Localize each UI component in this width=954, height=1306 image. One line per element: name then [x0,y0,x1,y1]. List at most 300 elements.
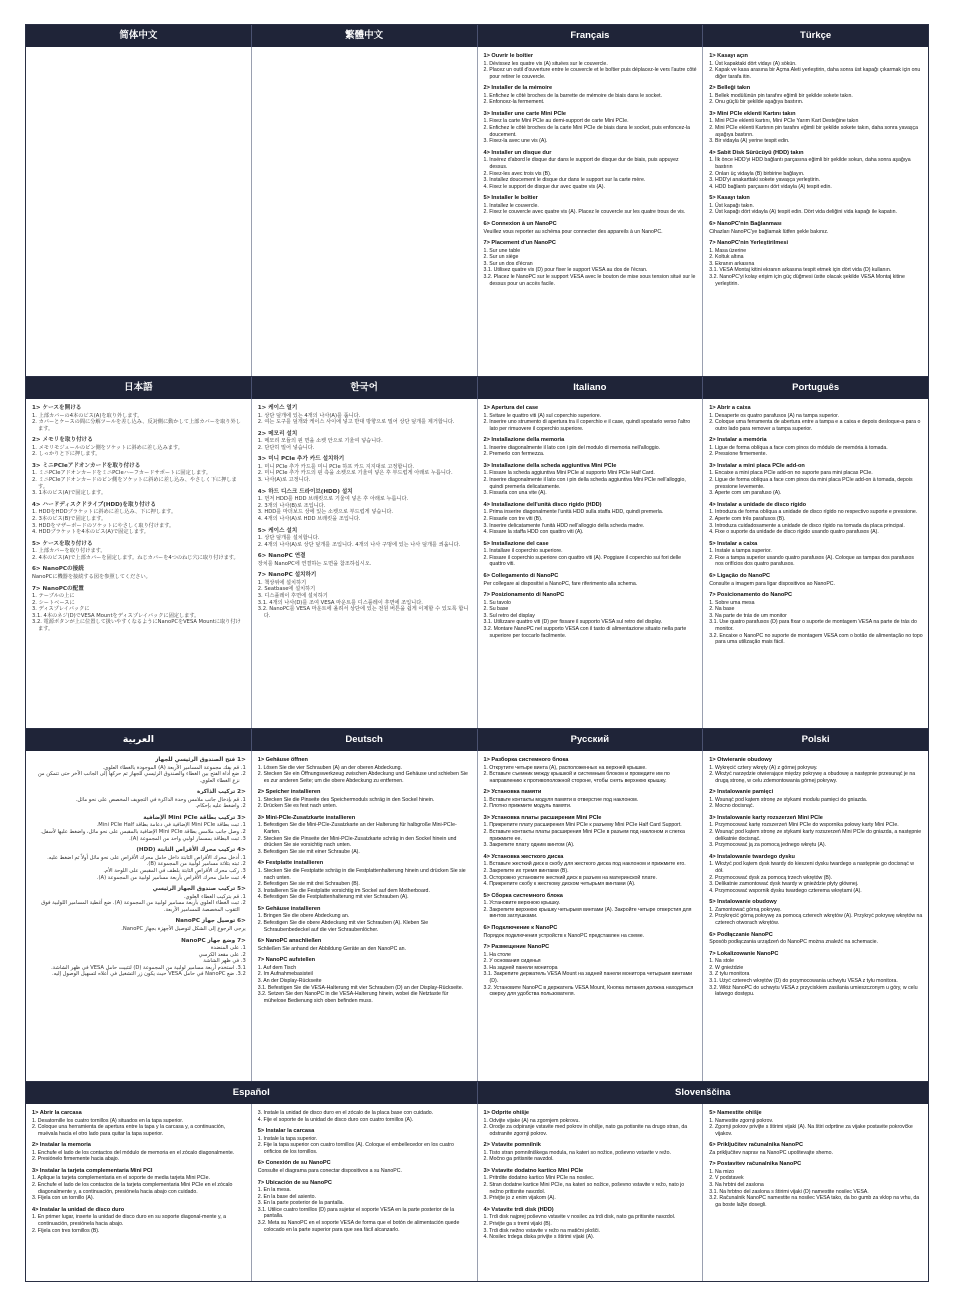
step-title: 3> Installazione della scheda aggiuntiva Mini PCIe [483,462,617,469]
step-title: 3> Установка платы расширения Mini PCIe [483,814,602,821]
step-title: <5 تركيب صندوق الجهاز الرئيسي [152,886,246,893]
step-title: 1> Ouvrir le boîtier [483,53,534,59]
step-line: 1. Sur une table [483,247,521,254]
step-title: 1> Разборка системного блока [483,757,569,763]
instruction-step [709,240,923,287]
instruction-step [32,886,246,913]
instruction-step [258,860,472,900]
step-line: 1. 상단 덮개에 있는 4개의 나사(A)를 풉니다. [257,412,361,419]
instruction-step [32,918,246,932]
step-line: 1. En la mesa. [257,1187,291,1194]
step-title: 3> Instalowanie karty rozszerzeń Mini PCIe [709,814,823,821]
step-line: 2. Przykręcić górną pokrywę za pomocą czterech wkrętów (A). Przykryć pokrywę wkrętów na czterech otworach wkrętów. [709,913,923,926]
step-title: 3> Instalar a mini placa PCIe add-on [709,462,805,469]
step-title: 4> Instalowanie twardego dysku [709,853,795,860]
instruction-step [709,53,923,80]
step-line: 2. 여는 도구를 덮개와 케이스 사이에 넣고 반대 방향으로 밀어 상단 덮개를 제거합니다. [257,419,455,426]
instruction-column [703,399,928,728]
step-line: 3.1. استخدم أربعة مسامير لولبية من المجموعة (D) لتثبيت حامل VESA في ظهر الشاشة. [51,964,246,971]
instruction-step [32,541,246,562]
step-title: 2> Installazione della memoria [483,437,565,444]
step-line: 1. Svitare le quattro viti (A) sul coperchio superiore. [483,412,602,419]
step-line: 2. Закрепите их тремя винтами (B). [483,867,569,874]
step-line: 3. 디스플레이 후면에 설치하기 [257,593,328,599]
instruction-step [484,195,698,216]
step-line: 1. Enchufe el lado de los contactos del módulo de memoria en el zócalo diagonalmente. [32,1149,235,1156]
language-header: 简体中文 [26,25,252,47]
band-columns [26,751,928,1081]
instruction-step [484,925,698,939]
step-line: 3. 나사(A)로 고정니다. [257,477,311,484]
step-line: 1. Inserire diagonalmente il lato con i pin del modulo di memoria nell'alloggio. [483,444,661,451]
step-line: 2. Coloque una herramienta de apertura entre la tapa y la carcasa y, a continuación, muévala hacia el otro lado para quitar la tapa superior. [32,1124,226,1137]
step-line: 2. En la base del asiento. [257,1193,317,1200]
language-header: 한국어 [252,377,478,399]
instruction-step [709,789,923,810]
step-line: 1. أدخل محرك الأقراص الثابتة داخل حامل محرك الأقراص على نحو مائل أولاً ثم اضغط عليه. [47,854,246,861]
instruction-column [26,1104,252,1281]
step-title: 5> Instalowanie obudowy [709,899,777,906]
step-line: 1. Zamontować górną pokrywę. [709,906,782,913]
step-title: 6> Подключение к NanoPC [483,925,558,931]
step-line: Sposób podłączania urządzeń do NanoPC można znaleźć na schemacie. [709,939,878,946]
step-line: 1. Открутите четыре винта (A), расположенных на верхней крышке. [483,764,647,771]
language-band [26,376,928,728]
step-line: 1. ミニPCIeアドオンカードをミニPCIeハーフカードサポートに固定します。 [32,470,212,477]
step-line: 3.2. Placez le NanoPC sur le support VESA avec le bouton de mise sous tension situé sur le dessus pour un accès facile. [483,273,696,287]
step-line: 2. 4개의 나사(A)로 상단 덮개를 조입니다. 4개의 나사 구멍에 있는 나사 덮개를 씌웁니다. [257,541,461,548]
step-title: <3 تركيب بطاقة Mini PCIe الإضافية [143,814,246,821]
step-line: 1. 上部カバーの4本のビス(A)を取り外します。 [32,412,143,419]
step-line: 2. Befestigen Sie die obere Abdeckung mit vier Schrauben (A). Kleben Sie Schraubenbedeckel auf die vier Schraubenlöcher. [257,920,429,933]
step-title: 3> Mini PCIe eklenti Kartını takın [709,110,796,117]
step-line: 2. Wsunąć pod kątem stronę ze stykami karty rozszerzeń Mini PCIe do gniazda, a następnie delikatnie docisnąć. [709,829,922,842]
step-line: 3.2. 電源ボタンが上に位置して扱いやすくなるようにNanoPCをVESA Mountに取り付けます。 [32,619,241,632]
instruction-column [478,399,704,728]
step-title: 1> ケースを開ける [32,405,82,411]
step-line: 2. Fije la tapa superior con cuatro tornillos (A). Coloque el embellecedor en los cuatro orificios de los tornillos. [257,1142,454,1155]
language-header: Italiano [478,377,704,399]
step-line: 2. Su base [483,606,509,613]
step-line: 1. Włożyć pod kątem dysk twardy do kieszeni dysku twardego a następnie go docisnąć w dół. [709,861,914,874]
step-title: 2> Vstavite pomnilnik [483,1142,541,1149]
step-line: 1. 미니 PCIe 추가 카드를 미니 PCIe 하프 카드 지지대로 고정합니다. [257,463,415,470]
step-line: NanoPCに機器を接続する図を参照してください。 [32,573,151,580]
step-line: 3. Instale la unidad de disco duro en el zócalo de la placa base con cuidado. [257,1110,434,1116]
step-title: 6> NanoPC 연결 [257,553,306,560]
step-line: 2. Sur un siège [483,254,519,261]
step-line: 1. Odvijte vijake (A) na zgornjem pokrovu. [483,1117,580,1124]
step-line: 2. Inserire diagonalmente il lato con i pin della scheda aggiuntiva Mini PCIe nell'alloggio, quindi premerla delicatamente. [483,477,686,490]
step-line: 1. Üst kapağı takın. [709,202,754,209]
step-line: 3.1. 4本のネジ(D)でVESA Mountをディスプレイバックに固定します。 [32,612,200,619]
instruction-step [258,405,472,426]
language-band [26,25,928,376]
step-line: 1. Fixez la carte Mini PCIe au demi-support de carte Mini PCIe. [483,118,629,125]
step-title: 1> Abrir la carcasa [32,1110,82,1116]
step-line: 3. Befestigen Sie sie mit einer Schraube (A). [257,848,360,855]
step-line: 2. Kapak ve kasa arasına bir Açma Aleti yerleştirin, daha sonra üst kapağı çıkarmak için onu diğer tarafa itin. [709,67,921,80]
step-title: 1> Apertura del case [483,405,539,411]
step-line: 1. Desaperte os quatro parafusos (A) na tampa superior. [709,412,840,419]
step-title: 2> Instalar a memória [709,437,767,444]
step-title: 4> Installer un disque dur [483,149,552,156]
step-title: 1> Abrir a caixa [709,405,751,411]
step-line: 3. ثبت البطاقة بمسمار لولبي واحد من المجموعة (A). [129,835,246,842]
step-line: 1. HDDをHDDブラケットに斜めに差し込み、下に押します。 [32,509,177,516]
instruction-step [484,240,698,287]
instruction-step [258,906,472,933]
step-title: 6> NanoPCの接続 [32,566,84,573]
step-title: 2> メモリを取り付ける [32,437,93,444]
step-line: 3. 1本のビス(A)で固定します。 [32,490,107,497]
instruction-step [709,1110,923,1137]
step-title: 3> 미니 PCIe 추가 카드 설치하기 [257,456,345,463]
step-line: 3.2. Montare NanoPC nel supporto VESA con il tasto di alimentazione situato nella parte superiore per toccarlo facilmente. [483,625,687,639]
step-line: 1. Introduza de forma oblíqua a unidade de disco rígido no respectivo suporte e pressione. [709,509,918,516]
step-line: 1. Stecken Sie die Pinseite des Speichermoduls schräg in den Sockel hinein. [257,796,435,803]
step-line: 1. メモリモジュールのピン側をソケットに斜めに差し込みます。 [32,444,183,451]
step-line: 3. Trdi disk nežno vstavite v režo na matični plošči. [483,1227,600,1234]
instruction-column [703,47,928,376]
step-line: 3.1. Utilisez quatre vis (D) pour fixer le support VESA au dos de l'écran. [483,267,648,274]
step-line: 2. Mocno docisnąć. [709,803,754,810]
instruction-step [709,854,923,894]
instruction-step [258,1128,472,1155]
step-title: 2> Instalowanie pamięci [709,789,774,796]
step-line: 2. 3개의 나사(B)로 조입니다. [257,502,326,509]
instruction-column [478,47,704,376]
step-line: 2. Enfichez le côté broches de la carte Mini PCIe de biais dans le socket, puis enfoncez-la doucement. [483,125,690,138]
step-title: 4> Установка жесткого диска [483,853,564,860]
step-title: 4> Sabit Disk Sürücüyü (HDD) takın [709,149,804,156]
instruction-step [484,437,698,458]
step-line: 3.1. 4개의 나사(D)를 조여 VESA 마운트를 디스플레이 후면에 조입니다. [257,599,423,606]
step-line: Cihazları NanoPC'ye bağlamak lütfen şekle bakınız. [709,228,829,235]
instruction-column [26,47,252,376]
band-columns [26,1104,928,1281]
step-line: 3.1. Utilizzare quattro viti (D) per fissare il supporto VESA sul retro del display. [483,619,663,626]
step-title: 7> Lokalizowanie NanoPC [709,950,779,957]
step-title: 6> Ligação do NanoPC [709,573,771,579]
step-title: 7> Placement d'un NanoPC [483,240,556,247]
instruction-step [709,541,923,568]
band-columns [26,47,928,376]
instruction-step [258,1110,472,1123]
step-line: 1. Pritrdite dodatno kartico Mini PCIe na nosilec. [483,1175,595,1182]
instruction-step [484,502,698,536]
step-line: 3.1. Закрепите держатель VESA Mount на задней панели монитора четырьмя винтами (D). [483,971,693,984]
instruction-step [258,572,472,619]
step-line: 1. 메모리 모듈의 핀 면을 소켓 안으로 기울여 넣습니다. [257,438,383,445]
step-line: 2. Fissare il coperchio superiore con quattro viti (A). Poggiare il coperchio sui fori delle quattro viti. [483,554,682,568]
instruction-step [484,53,698,80]
step-line: 1. Instale la tapa superior. [257,1135,318,1142]
step-line: 2. Stecken Sie ein Öffnungswerkzeug zwischen Abdeckung und Gehäuse und schieben Sie es zur anderen Seite; um die obere Abdeckung zu entfernen. [257,771,468,784]
instruction-step [709,111,923,145]
instruction-step [32,847,246,881]
step-title: 4> Festplatte installieren [257,860,324,867]
instruction-column [478,1104,704,1281]
instruction-step [484,221,698,235]
instruction-step [709,573,923,587]
language-header: Türkçe [800,30,832,41]
step-line: 1. Su tavolo [483,599,511,606]
step-title: <4 تركيب محرك الأقراص الثابتة (HDD) [136,847,246,854]
step-line: 1. テーブルの上に [32,593,75,599]
step-line: 1. Namestite zgornji pokrov. [709,1117,774,1124]
step-line: 3.2. NanoPC'yi kolay erişim için güç düğmesi üstte olacak şekilde VESA Montaj kitine yerleştirin. [709,273,905,287]
step-line: 2. Stecken Sie die Pinseite der Mini-PCIe-Zusatzkarte schräg in den Sockel hinein und drücken Sie sie vorsichtig nach unten. [257,835,457,849]
instruction-column [252,1104,478,1281]
instruction-step [484,463,698,497]
step-line: 3. Fixez-la avec une vis (A). [483,138,548,145]
instruction-step [709,899,923,926]
instruction-step [709,221,923,235]
step-line: 3. Ekranın arkasına [709,260,755,267]
step-title: 5> ケースを取り付ける [32,540,93,547]
instruction-step [258,938,472,952]
instruction-step [709,85,923,106]
band-header [26,377,928,399]
language-header: Español [26,1082,478,1104]
step-line: 3. Przymocować ją za pomocą jednego wkrętu (A). [709,842,827,849]
step-line: 1. 上部カバーを取り付けます。 [32,548,106,555]
step-line: 2. Закрепите верхнюю крышку четырьмя винтами (A). Закройте четыре отверстия для винтов заглушками. [483,906,692,920]
step-line: 2. Stran dodatne kartice Mini PCIe, na kateri so nožice, poševno vstavite v režo, nato jo nežno pritisnite navzdol. [483,1182,685,1195]
instruction-step [484,1142,698,1163]
step-line: 2. 미니 PCIe 추가 카드의 핀 측을 소켓으로 기울여 넣은 후 부드럽게 아래로 누릅니다. [257,470,453,477]
step-line: 2. Im Aufnahmebasisteil [257,971,313,978]
step-line: 1. Wykręcić cztery wkręty (A) z górnej pokrywy. [709,764,818,771]
instruction-step [484,592,698,639]
step-title: 7> NanoPC 설치하기 [257,572,317,579]
instruction-step [258,815,472,855]
step-line: 3.1. Befestigen Sie die VESA-Halterung mit vier Schrauben (D) an der Display-Rückseite. [257,984,464,991]
step-line: 3. HDD를 마더보드 상에 있는 소켓으로 부드럽게 넣습니다. [257,509,394,516]
step-line: 2. シートベースに [32,599,75,606]
step-line: 2. ثبت الغطاء العلوي بأربعة مسامير لولبية من المجموعة (A). ضع أغطية المسامير اللولبية فوق الثقوب المخصصة للمسامير الأربعة. [41,900,246,913]
step-line: 3. ركب محرك الأقراص الثابتة بلطف في المقبس على اللوحة الأم. [103,867,246,874]
instruction-step [32,405,246,432]
step-line: 2. Ligue de forma oblíqua a face com pinos da mini placa PCIe add-on à tomada, depois pressione levemente. [709,477,913,490]
instruction-step [709,437,923,458]
step-line: 1. Bellek modülünün pin tarafını eğimli bir şekilde sokete takın. [709,92,853,99]
step-line: 3.2. NanoPC를 VESA 마운트에 올려서 상단에 있는 전원 버튼을 쉽게 이제할 수 있도록 합니다. [257,606,469,619]
step-line: 1. Wsunąć pod kątem stronę ze stykami modułu pamięci do gniazda. [709,796,868,803]
step-line: 2. Befestigen Sie sie mit drei Schrauben (B). [257,881,360,888]
instruction-column [26,399,252,728]
step-line: 3.2. Meta su NanoPC en el soporte VESA de forma que el botón de alimentación quede colocado en la parte superior para que sea fácil alcanzarlo. [257,1220,460,1233]
step-line: 2. 3本のビス(B)で固定します。 [32,515,107,522]
instruction-column [252,47,478,376]
step-line: 2. Плотно прижмите модуль памяти. [483,803,572,810]
step-line: 4. ثبت حامل محرك الأقراص بأربعة مسامير لولبية من المجموعة (A). [96,874,246,881]
instruction-step [709,150,923,190]
instruction-step [32,502,246,536]
step-line: 2. Koltuk altına [709,254,744,261]
step-line: 2. Enchufe el lado de los contactos de la tarjeta complementaria Mini PCIe en el zócalo diagonalmente y, a continuación, presiónela hacia abajo con cuidado. [32,1182,233,1195]
step-line: 2. ضع أداة الفتح بين الغطاء والصندوق الرئيسي للجهاز ثم حركها إلى الجانب الآخر حتى تتمكن من نزع الغطاء العلوي. [37,771,246,784]
instruction-step [709,195,923,216]
step-line: 3. Privijte jo z enim vijakom (A). [483,1195,556,1202]
step-line: 1. Insérez d'abord le disque dur dans le support de disque dur de biais, puis appuyez dessus. [483,157,679,170]
instruction-step [32,437,246,458]
step-line: 2. 4本のビス(A)で上部カバーを固定します。ねじカバーを4つのねじ穴に取り付けます。 [32,554,239,561]
instruction-step [709,815,923,849]
language-header: 日本語 [26,377,252,399]
step-line: Per collegare ai dispositivi a NanoPC, fare riferimento alla schema. [483,580,638,587]
instruction-step [709,951,923,998]
step-line: 1. İlk önce HDD'yi HDD bağlantı parçasına eğimli bir şekilde sokun, daha sonra aşağıya bastırın [709,157,911,170]
step-line: 4. Nosilec trdega diska privijte s štirimi vijaki (A). [483,1234,595,1241]
step-line: 1. Prima inserire diagonalmente l'unità HDD sulla staffa HDD, quindi premerla. [483,509,664,516]
step-line: 3. Z tyłu monitora [709,971,750,978]
step-line: 3. Installieren Sie die Festplatte vorsichtig im Sockel auf dem Motherboard. [257,887,430,894]
step-line: 3.1. VESA Montaj kitini ekranın arkasına tespit etmek için dört vida (D) kullanın. [709,267,892,274]
instruction-step [258,456,472,483]
instruction-step [258,489,472,523]
instruction-column [252,399,478,728]
step-line: Порядок подключения устройств к NanoPC представлен на схеме. [483,932,645,939]
language-header: Русский [478,729,704,751]
step-line: 2. Fíjela con tres tornillos (B). [32,1227,100,1234]
step-line: 3. Fíjela con un tornillo (A). [32,1195,94,1202]
step-line: 4. Befestigen Sie die Festplattenhalterung mit vier Schrauben (A). [257,894,409,901]
step-line: 2. Zgornji pokrov privijte s štirimi vijaki (A). Na štiri odprtine za vijake postavite pokrovčke vijakov. [709,1124,913,1137]
step-title: 4> ハードディスクドライブ(HDD)を取り付ける [32,501,156,508]
step-title: 4> Vstavite trdi disk (HDD) [483,1206,554,1213]
step-title: 6> NanoPC'nin Bağlanması [709,221,782,227]
step-line: 3. Bir vidayla (A) yerine tespit edin. [709,138,790,145]
step-line: 2. W gnieździe [709,964,744,971]
step-title: 5> Instalar la carcasa [257,1128,315,1135]
step-title: 1> Odprite ohišje [483,1110,530,1116]
step-line: 2. Onu güçlü bir şekilde aşağıya bastırın. [709,99,804,106]
step-line: 2. وصل جانب ملامس بطاقة Mini PCIe الإضافية بالمقبس على نحو مائل، واضغط عليها لأسفل. [40,829,246,836]
step-line: 1. Installez le couvercle. [483,202,539,209]
step-line: 2. V podstavek [709,1175,744,1182]
step-title: 3> Installer une carte Mini PCIe [483,110,567,117]
step-line: 2. Fixe a tampa superior usando quatro parafusos (A). Coloque as tampas dos parafusos nos orifícios dos quatro parafusos. [709,554,914,568]
instruction-step [32,566,246,580]
step-title: 5> Installazione del case [483,540,549,547]
step-line: 2. ثبته بثلاثة مسامير لولبية من المجموعة (B). [146,861,246,868]
step-line: 2. Üst kapağı dört vidayla (A) tespit edin. Dört vida deliğini vida kapağı ile kapatın. [709,209,897,216]
instruction-step [484,789,698,810]
instruction-step [258,1180,472,1234]
step-line: Veuillez vous reporter au schéma pour connecter des appareils à un NanoPC. [483,228,663,235]
step-line: 1. قم بفك مجموعة المسامير الأربعة (A) الموجودة بالغطاء العلوي. [102,764,246,771]
step-line: 2. Na base [709,606,735,613]
step-line: 3.2. Setzen Sie den NanoPC in die VESA-Halterung hinein, wobei die Netztaste für mühelose Bedienung sich oben befinden muss. [257,991,449,1004]
instruction-step [484,1110,698,1137]
instruction-step [32,1110,246,1137]
step-line: 2. しっかりと下に押します。 [32,451,101,458]
language-band [26,728,928,1081]
step-line: 1. قم بتركيب الغطاء العلوي. [183,893,246,900]
step-line: 3.1. Użyć czterech wkrętów (D) do przymocowania uchwytu VESA z tyłu monitora. [709,977,898,984]
step-title: 7> NanoPCの配置 [32,585,84,592]
step-title: 3> Mini-PCIe-Zusatzkarte installieren [257,814,356,821]
step-line: 3. Sur un dos d'écran [483,260,533,267]
instruction-step [32,789,246,810]
step-line: 1. 상단 덮개를 설치합니다. [257,535,320,542]
step-line: 3. An der Display-Rückseite [257,977,322,984]
step-title: 5> 케이스 설치 [257,527,298,534]
step-line: 1. Lösen Sie die vier Schrauben (A) an der oberen Abdeckung. [257,764,402,771]
step-line: 1. Enfichez le côté broches de la barrette de mémoire de biais dans le socket. [483,92,662,99]
step-line: 1. Sobre uma mesa [709,599,755,606]
step-line: 1. Desatornille los cuatro tornillos (A) situados en la tapa superior. [32,1117,184,1124]
step-title: 6> Connexion à un NanoPC [483,221,557,227]
step-line: 2. ミニPCIeアドオンカードのピン側をソケットに斜めに差し込み、やさしく下に押します。 [32,477,237,490]
step-line: 1. Trdi disk najprej poševno vstavite v nosilec za trdi disk, nato ga pritisnite navzdol. [483,1214,676,1221]
instruction-column [703,1104,928,1281]
step-title: 6> Conexión de su NanoPC [257,1160,331,1167]
step-line: 2. Močno ga pritisnite navzdol. [483,1156,554,1163]
step-line: 1. Вставьте жесткий диск в скобу для жесткого диска под наклоном и прижмите его. [483,861,686,868]
instruction-step [484,150,698,190]
instruction-step [32,586,246,633]
language-header: Português [792,382,840,393]
step-title: 7> Размещение NanoPC [483,944,550,951]
step-line: 3.1. Use quatro parafusos (D) para fixar o suporte de montagem VESA na parte de trás do monitor. [709,619,917,632]
step-line: 3. في ظهر الشاشة [203,958,246,965]
instruction-step [484,1207,698,1241]
step-line: 1. Masa üzerine [709,247,747,254]
instruction-step [484,944,698,998]
step-line: 3.2. ضع NanoPC في حامل VESA حيث يكون زر التشغيل في أعلاه لتسهيل الوصول إليه. [51,971,246,978]
step-line: 3. Осторожно установите жесткий диск в разъем на материнской плате. [483,874,657,881]
step-line: 3. Introduza cuidadosamente a unidade de disco rígido na tomada da placa principal. [709,522,905,529]
step-line: 1. En primer lugar, inserte la unidad de disco duro en su soporte diagonal-mente y, a continuación, presiónela hacia abajo. [32,1214,226,1227]
step-line: 3. Na parte de trás de um monitor [709,612,787,619]
step-line: 2. 단단히 밀어 넣습니다. [257,444,315,451]
instruction-step [484,541,698,568]
step-title: 7> Ubicación de su NanoPC [257,1179,332,1186]
step-title: 5> Instalar a caixa [709,540,758,547]
instruction-step [32,757,246,784]
instruction-step [709,1161,923,1208]
instruction-step [484,573,698,587]
step-line: 3. На задней панели монитора [483,964,558,971]
band-header [26,729,928,751]
instruction-step [258,789,472,810]
step-line: 1. Dévissez les quatre vis (A) situées sur le couvercle. [483,60,608,67]
step-line: 2. Coloque uma ferramenta de abertura entre a tampa e a caixa e depois desloque-a para o outro lado para remover a tampa superior. [709,419,921,432]
step-title: 2> Belleği takın [709,85,751,92]
step-title: 2> Speicher installieren [257,789,321,796]
step-line: 2. Drücken Sie es fest nach unten. [257,803,338,810]
step-line: 2. Włożyć narzędzie otwierające między pokrywę a obudowę a następnie przesunąć je na drugą stronę, w celu zdemontowania górnej pokrywy. [709,771,916,784]
step-line: Za priključitev naprav na NanoPC upoštevajte shemo. [709,1149,833,1156]
instruction-step [709,463,923,497]
step-line: 4. 4개의 나사(A)로 HDD 브래킷을 조입니다. [257,515,361,522]
step-line: 3. En la parte posterior de la pantalla. [257,1200,344,1207]
step-title: 5> Kasayı takın [709,195,750,202]
step-line: 2. Enfoncez-la fermement. [483,99,545,106]
step-line: 1. Прикрепите плату расширения Mini PCIe к разъему Mini PCIe Half Card Support. [483,822,682,829]
step-line: 3.1. Na hrbtno del zaslona s štirimi vijaki (D) namestite nosilec VESA. [709,1188,869,1195]
step-line: 1. Installare il coperchio superiore. [483,548,563,555]
instruction-step [258,1160,472,1174]
instruction-step [709,757,923,784]
step-line: 1. Установите верхнюю крышку. [483,900,561,907]
step-line: 3.2. Установите NanoPC в держатель VESA Mount, Кнопка питания должна находиться сверху для удобства пользователя. [483,984,694,998]
step-line: 2. Вставьте съемник между крышкой и системным блоком и проведите им по направлению к противоположной стороне, чтобы снять верхнюю крышку. [483,771,670,784]
step-line: 1. Üst kapaktaki dört vidayı (A) sökün. [709,60,797,67]
